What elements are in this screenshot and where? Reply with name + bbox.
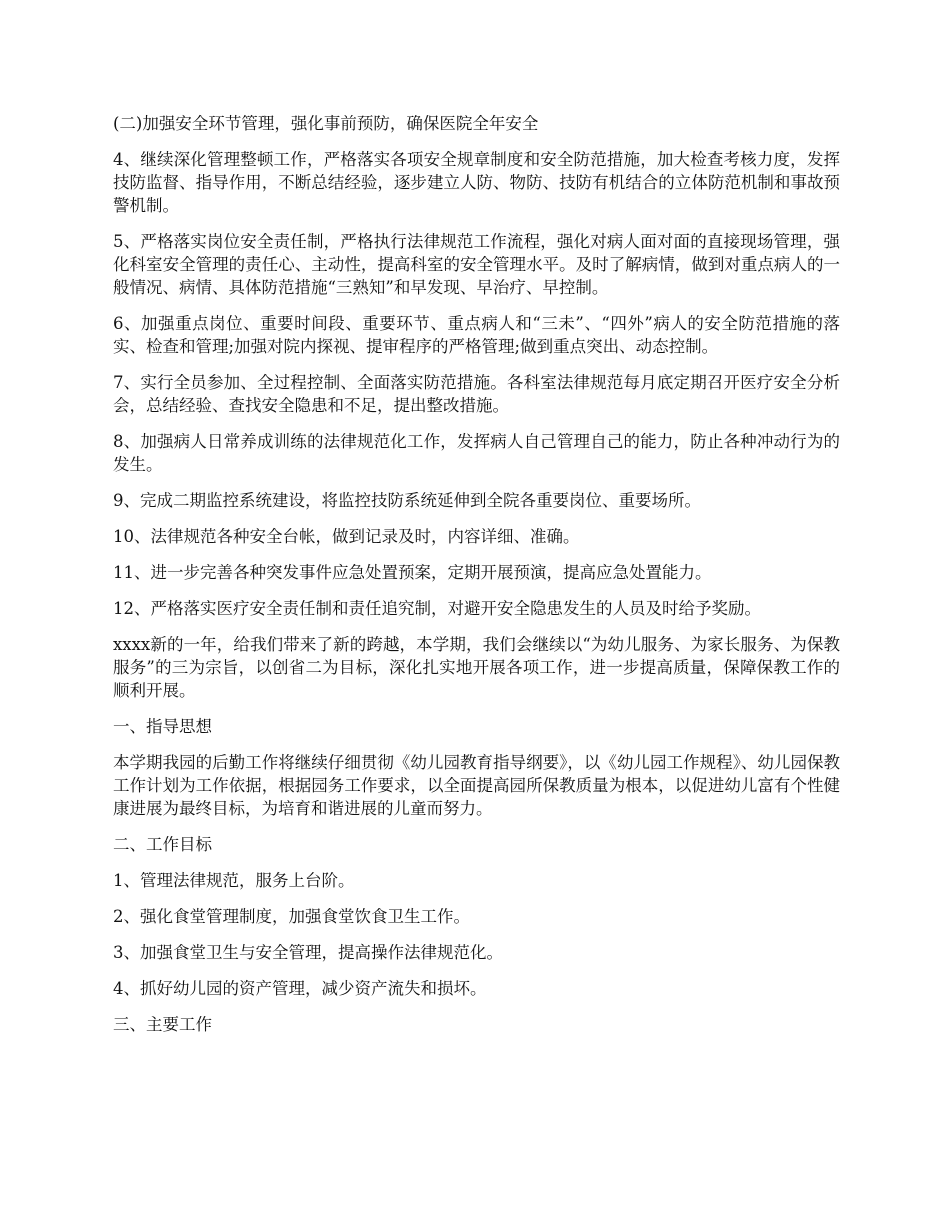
paragraph-goal-3: 3、加强食堂卫生与安全管理，提高操作法律规范化。 — [113, 943, 503, 962]
paragraph-item-4: 4、继续深化管理整顿工作，严格落实各项安全规章制度和安全防范措施，加大检查考核力度，发挥技防监督、指导作用，不断总结经验，逐步建立人防、物防、技防有机结合的立体防范机制和事故预警机制。 — [113, 150, 840, 215]
document-body — [113, 112, 840, 1049]
section-heading-work-goals: 二、工作目标 — [113, 835, 212, 854]
section-heading-main-work: 三、主要工作 — [113, 1015, 212, 1034]
paragraph-item-12: 12、严格落实医疗安全责任制和责任追究制，对避开安全隐患发生的人员及时给予奖励。 — [113, 599, 761, 618]
paragraph-goal-4: 4、抓好幼儿园的资产管理，减少资产流失和损坏。 — [113, 979, 487, 998]
paragraph-item-9: 9、完成二期监控系统建设，将监控技防系统延伸到全院各重要岗位、重要场所。 — [113, 491, 701, 510]
paragraph-intro-new-year: xxxx新的一年，给我们带来了新的跨越，本学期，我们会继续以“为幼儿服务、为家长服务、为保教服务”的三为宗旨，以创省二为目标，深化扎实地开展各项工作，进一步提高质量，保障保教工作的顺利开展。 — [113, 635, 840, 700]
paragraph-item-6: 6、加强重点岗位、重要时间段、重要环节、重点病人和“三未”、“四外”病人的安全防范措施的落实、检查和管理;加强对院内探视、提审程序的严格管理;做到重点突出、动态控制。 — [113, 314, 840, 356]
paragraph-item-7: 7、实行全员参加、全过程控制、全面落实防范措施。各科室法律规范每月底定期召开医疗安全分析会，总结经验、查找安全隐患和不足，提出整改措施。 — [113, 373, 840, 415]
paragraph-goal-2: 2、强化食堂管理制度，加强食堂饮食卫生工作。 — [113, 907, 470, 926]
paragraph-item-8: 8、加强病人日常养成训练的法律规范化工作，发挥病人自己管理自己的能力，防止各种冲动行为的发生。 — [113, 432, 840, 474]
paragraph-item-11: 11、进一步完善各种突发事件应急处置预案，定期开展预演，提高应急处置能力。 — [113, 563, 712, 582]
paragraph-goal-1: 1、管理法律规范，服务上台阶。 — [113, 871, 355, 890]
paragraph-item-5: 5、严格落实岗位安全责任制，严格执行法律规范工作流程，强化对病人面对面的直接现场管理，强化科室安全管理的责任心、主动性，提高科室的安全管理水平。及时了解病情，做到对重点病人的一般情况、病情、具体防范措施“三熟知”和早发现、早治疗、早控制。 — [113, 232, 840, 297]
section-heading-guiding-thought: 一、指导思想 — [113, 717, 212, 736]
section-heading-safety-management: (二)加强安全环节管理，强化事前预防，确保医院全年安全 — [113, 114, 539, 133]
paragraph-item-10: 10、法律规范各种安全台帐，做到记录及时，内容详细、准确。 — [113, 527, 580, 546]
paragraph-guiding-thought: 本学期我园的后勤工作将继续仔细贯彻《幼儿园教育指导纲要》，以《幼儿园工作规程》、幼儿园保教工作计划为工作依据，根据园务工作要求，以全面提高园所保教质量为根本，以促进幼儿富有个性健康进展为最终目标，为培育和谐进展的儿童而努力。 — [113, 753, 840, 818]
